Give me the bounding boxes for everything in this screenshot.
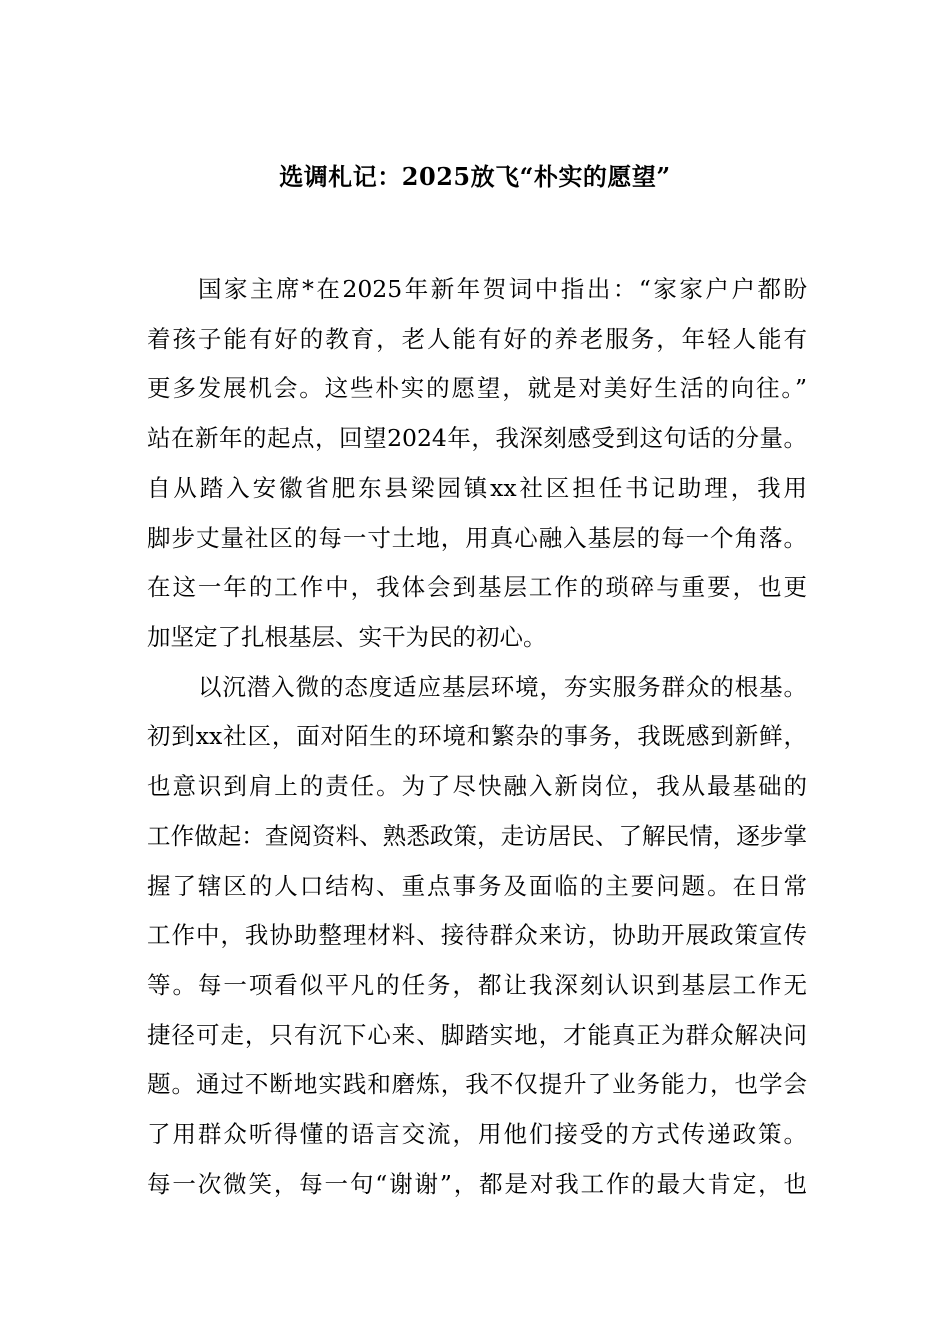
paragraph-2-line: 工作做起：查阅资料、熟悉政策，走访居民、了解民情，逐步掌 xyxy=(147,822,807,850)
document-title: 选调札记：2025放飞“朴实的愿望” xyxy=(279,162,671,191)
paragraph-1-line: 自从踏入安徽省肥东县梁园镇xx社区担任书记助理，我用 xyxy=(147,474,807,502)
paragraph-2-line: 捷径可走，只有沉下心来、脚踏实地，才能真正为群众解决问 xyxy=(147,1021,807,1049)
paragraph-2-line: 等。每一项看似平凡的任务，都让我深刻认识到基层工作无 xyxy=(147,971,807,999)
paragraph-1-line: 脚步丈量社区的每一寸土地，用真心融入基层的每一个角落。 xyxy=(147,524,807,552)
paragraph-1-line: 在这一年的工作中，我体会到基层工作的琐碎与重要，也更 xyxy=(147,573,807,601)
paragraph-2-line: 初到xx社区，面对陌生的环境和繁杂的事务，我既感到新鲜， xyxy=(147,722,807,750)
paragraph-2-line: 以沉潜入微的态度适应基层环境，夯实服务群众的根基。 xyxy=(198,673,807,701)
paragraph-2-line: 工作中，我协助整理材料、接待群众来访，协助开展政策宣传 xyxy=(147,921,807,949)
paragraph-1-line: 加坚定了扎根基层、实干为民的初心。 xyxy=(147,623,547,651)
paragraph-2-line: 每一次微笑，每一句“谢谢”，都是对我工作的最大肯定，也 xyxy=(147,1170,807,1198)
paragraph-1-line: 站在新年的起点，回望2024年，我深刻感受到这句话的分量。 xyxy=(147,424,807,452)
paragraph-1-line: 更多发展机会。这些朴实的愿望，就是对美好生活的向往。” xyxy=(147,374,807,402)
paragraph-1-line: 着孩子能有好的教育，老人能有好的养老服务，年轻人能有 xyxy=(147,325,807,353)
paragraph-2-line: 了用群众听得懂的语言交流，用他们接受的方式传递政策。 xyxy=(147,1120,807,1148)
paragraph-1-line: 国家主席*在2025年新年贺词中指出：“家家户户都盼 xyxy=(198,275,807,303)
paragraph-2-line: 也意识到肩上的责任。为了尽快融入新岗位，我从最基础的 xyxy=(147,772,807,800)
paragraph-2-line: 握了辖区的人口结构、重点事务及面临的主要问题。在日常 xyxy=(147,872,807,900)
paragraph-2-line: 题。通过不断地实践和磨炼，我不仅提升了业务能力，也学会 xyxy=(147,1070,807,1098)
